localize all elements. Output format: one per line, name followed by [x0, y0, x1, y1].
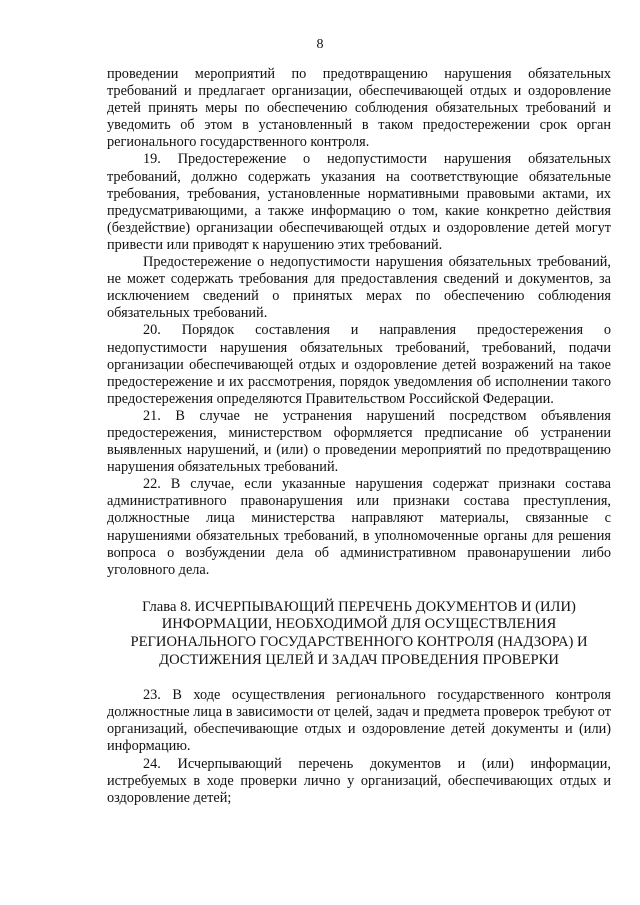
paragraph-19: 19. Предостережение о недопустимости нарушения обязательных требований, должно содержать указания на соответствующие обязательные требования, требования, установленные нормативными правовыми актами, их предусматривающими, а также информацию о том, какие конкретно действия (бездействие) организации обеспечивающей отдых и оздоровление детей могут привести или приводят к нарушению этих требований.: [107, 151, 611, 253]
paragraph-20: 20. Порядок составления и направления предостережения о недопустимости нарушения обязательных требований, требований, подачи организации обеспечивающей отдых и оздоровление детей возражений на такое предостережение и их рассмотрения, порядок уведомления об исполнении такого предостережения определяются Правительством Российской Федерации.: [107, 322, 611, 407]
paragraph-19-continued: Предостережение о недопустимости нарушения обязательных требований, не может содержать требования для предоставления сведений и документов, за исключением сведений о принятых мерах по обеспечению соблюдения обязательных требований.: [107, 254, 611, 322]
paragraph-22: 22. В случае, если указанные нарушения содержат признаки состава административного правонарушения или признаки состава преступления, должностные лица министерства направляют материалы, связанные с нарушениями обязательных требований, в уполномоченные органы для решения вопроса о возбуждении дела об административном правонарушении либо уголовного дела.: [107, 476, 611, 578]
page-number: 8: [316, 37, 324, 52]
paragraph-24: 24. Исчерпывающий перечень документов и (или) информации, истребуемых в ходе проверки лично у организаций, обеспечивающих отдых и оздоровление детей;: [107, 755, 611, 806]
paragraph-21: 21. В случае не устранения нарушений посредством объявления предостережения, министерством оформляется предписание об устранении выявленных нарушений, и (или) о проведении мероприятий по предотвращению нарушения обязательных требований.: [107, 407, 611, 476]
paragraph-continuation: проведении мероприятий по предотвращению нарушения обязательных требований и предлагает организации, обеспечивающей отдых и оздоровление детей принять меры по обеспечению соблюдения обязательных требований и уведомить об этом в установленный в таком предостережении срок орган регионального государственного контроля.: [107, 66, 611, 151]
document-body: [107, 66, 611, 807]
paragraph-23: 23. В ходе осуществления регионального государственного контроля должностные лица в зависимости от целей, задач и предмета проверок требуют от организаций, обеспечивающие отдых и оздоровление детей документы и (или) информацию.: [107, 687, 611, 755]
chapter-heading: Глава 8. ИСЧЕРПЫВАЮЩИЙ ПЕРЕЧЕНЬ ДОКУМЕНТОВ И (ИЛИ) ИНФОРМАЦИИ, НЕОБХОДИМОЙ ДЛЯ ОСУЩЕСТВЛЕНИЯ РЕГИОНАЛЬНОГО ГОСУДАРСТВЕННОГО КОНТРОЛЯ (НАДЗОРА) И ДОСТИЖЕНИЯ ЦЕЛЕЙ И ЗАДАЧ ПРОВЕДЕНИЯ ПРОВЕРКИ: [130, 598, 588, 668]
